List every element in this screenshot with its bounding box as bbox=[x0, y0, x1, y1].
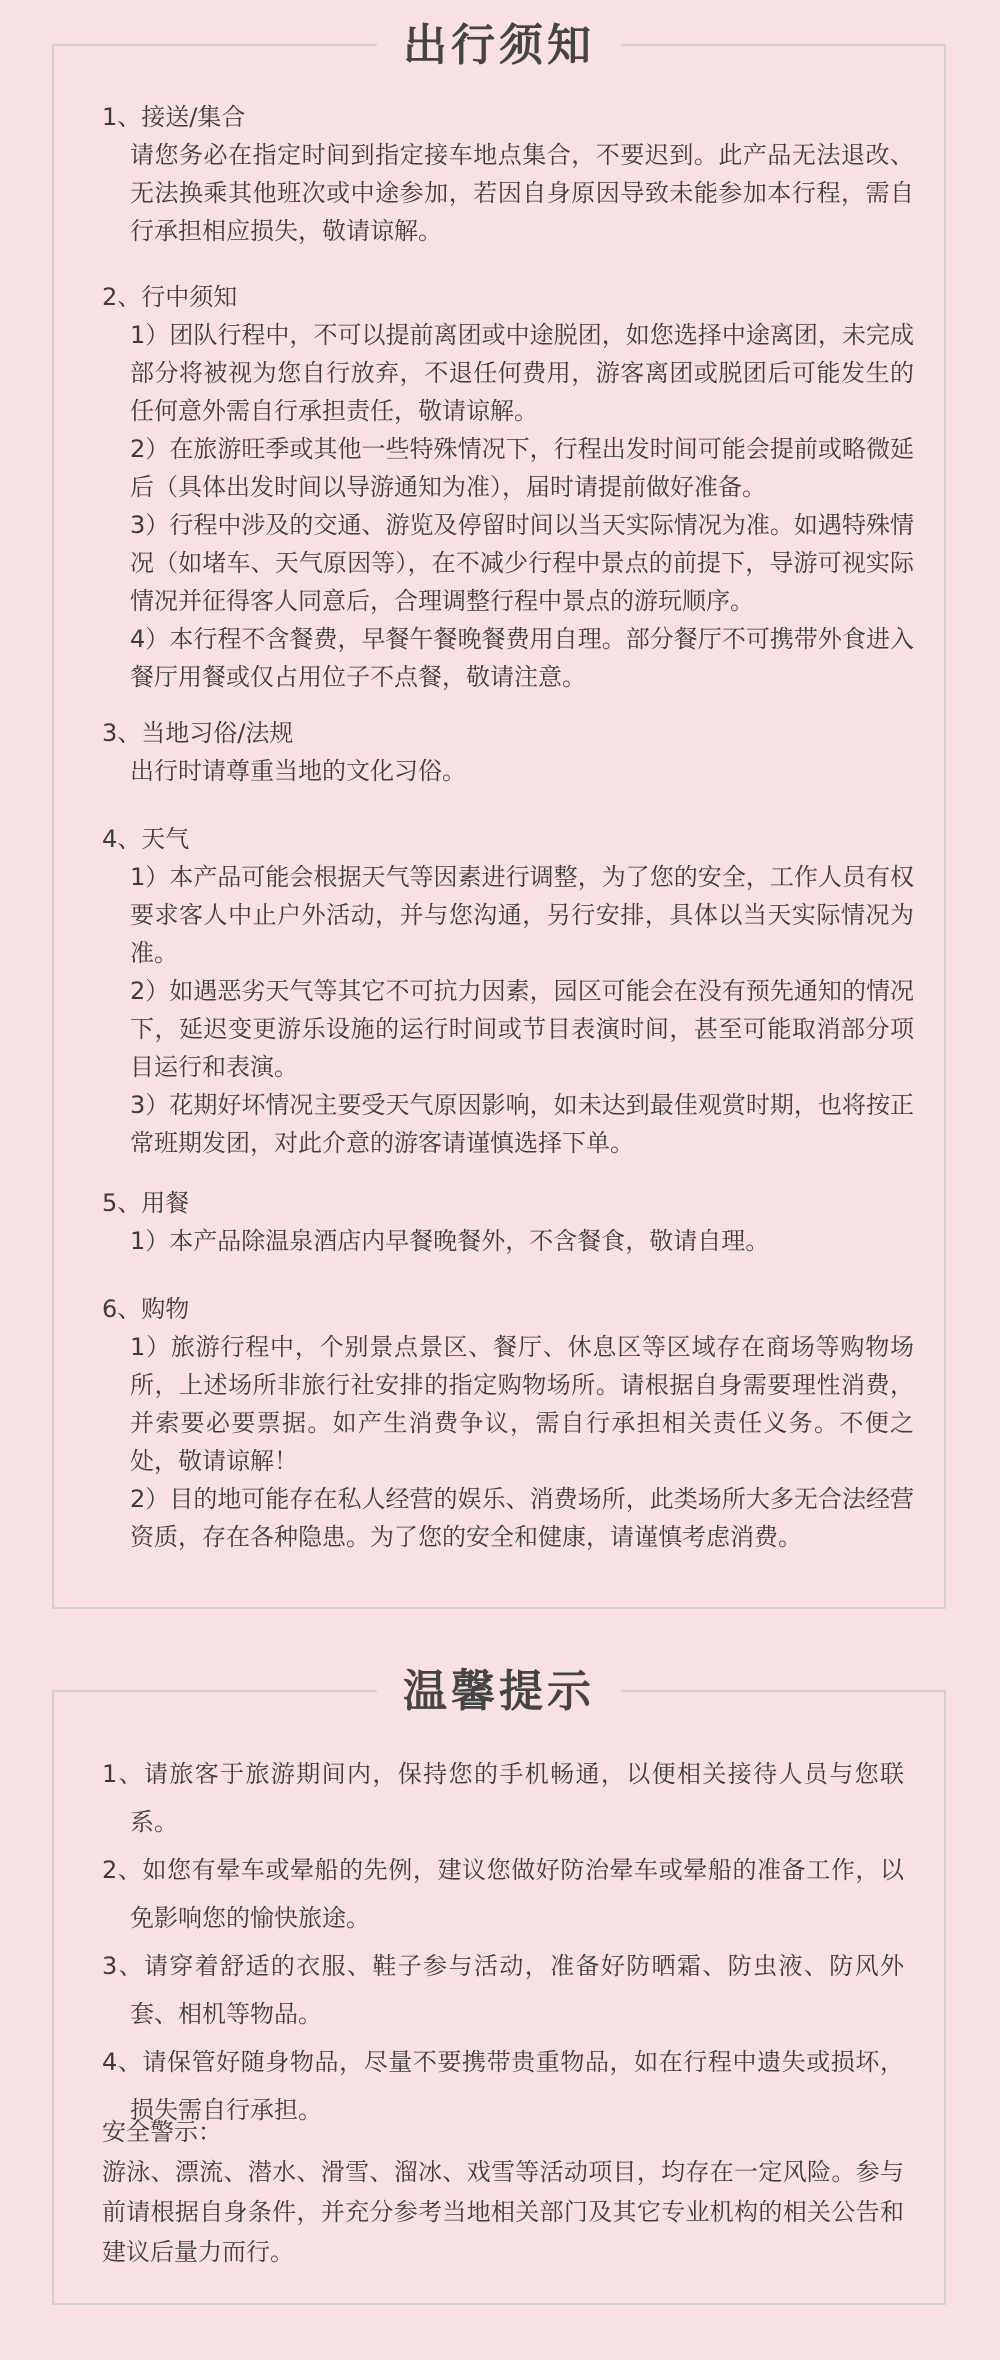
safety-warning-text: 游泳、漂流、潜水、滑雪、溜冰、戏雪等活动项目，均存在一定风险。参与前请根据自身条件，并充分参考当地相关部门及其它专业机构的相关公告和建议后量力而行。 bbox=[102, 2158, 904, 2266]
section-paragraph: 请您务必在指定时间到指定接车地点集合，不要迟到。此产品无法退改、无法换乘其他班次或中途参加，若因自身原因导致未能参加本行程，需自行承担相应损失，敬请谅解。 bbox=[130, 141, 914, 245]
travel-notice-title: 出行须知 bbox=[377, 20, 621, 72]
section-weather bbox=[102, 820, 914, 1162]
safety-warning bbox=[102, 2112, 904, 2272]
section-title: 4、天气 bbox=[102, 825, 190, 853]
section-paragraph: 1）本产品除温泉酒店内早餐晚餐外，不含餐食，敬请自理。 bbox=[130, 1227, 770, 1255]
section-title: 6、购物 bbox=[102, 1295, 190, 1323]
tip-item: 1、请旅客于旅游期间内，保持您的手机畅通，以便相关接待人员与您联系。 bbox=[102, 1760, 904, 1836]
section-title: 2、行中须知 bbox=[102, 283, 238, 311]
section-meals bbox=[102, 1184, 914, 1260]
section-paragraph: 2）如遇恶劣天气等其它不可抗力因素，园区可能会在没有预先通知的情况下，延迟变更游乐设施的运行时间或节目表演时间，甚至可能取消部分项目运行和表演。 bbox=[130, 977, 914, 1081]
warm-tips-title: 温馨提示 bbox=[377, 1666, 621, 1718]
section-title: 5、用餐 bbox=[102, 1189, 190, 1217]
section-paragraph: 1）旅游行程中，个别景点景区、餐厅、休息区等区域存在商场等购物场所，上述场所非旅行社安排的指定购物场所。请根据自身需要理性消费，并索要必要票据。如产生消费争议，需自行承担相关责任义务。不便之处，敬请谅解！ bbox=[130, 1333, 914, 1475]
section-paragraph: 2）在旅游旺季或其他一些特殊情况下，行程出发时间可能会提前或略微延后（具体出发时间以导游通知为准），届时请提前做好准备。 bbox=[130, 435, 914, 501]
section-shopping bbox=[102, 1290, 914, 1556]
tip-item: 3、请穿着舒适的衣服、鞋子参与活动，准备好防晒霜、防虫液、防风外套、相机等物品。 bbox=[102, 1952, 904, 2028]
section-paragraph: 3）行程中涉及的交通、游览及停留时间以当天实际情况为准。如遇特殊情况（如堵车、天气原因等），在不减少行程中景点的前提下，导游可视实际情况并征得客人同意后，合理调整行程中景点的游玩顺序。 bbox=[130, 511, 914, 615]
section-customs bbox=[102, 714, 914, 790]
section-during-trip bbox=[102, 278, 914, 696]
warm-tips-panel bbox=[52, 1666, 946, 2305]
section-paragraph: 2）目的地可能存在私人经营的娱乐、消费场所，此类场所大多无合法经营资质，存在各种隐患。为了您的安全和健康，请谨慎考虑消费。 bbox=[130, 1485, 914, 1551]
section-paragraph: 1）团队行程中，不可以提前离团或中途脱团，如您选择中途离团，未完成部分将被视为您自行放弃，不退任何费用，游客离团或脱团后可能发生的任何意外需自行承担责任，敬请谅解。 bbox=[130, 321, 914, 425]
section-pickup bbox=[102, 98, 914, 250]
section-paragraph: 4）本行程不含餐费，早餐午餐晚餐费用自理。部分餐厅不可携带外食进入餐厅用餐或仅占用位子不点餐，敬请注意。 bbox=[130, 625, 914, 691]
safety-warning-title: 安全警示： bbox=[102, 2118, 222, 2146]
section-title: 1、接送/集合 bbox=[102, 103, 246, 131]
section-paragraph: 1）本产品可能会根据天气等因素进行调整，为了您的安全，工作人员有权要求客人中止户外活动，并与您沟通，另行安排，具体以当天实际情况为准。 bbox=[130, 863, 914, 967]
section-paragraph: 3）花期好坏情况主要受天气原因影响，如未达到最佳观赏时期，也将按正常班期发团，对此介意的游客请谨慎选择下单。 bbox=[130, 1091, 914, 1157]
tips-list bbox=[102, 1750, 904, 2134]
section-title: 3、当地习俗/法规 bbox=[102, 719, 294, 747]
section-paragraph: 出行时请尊重当地的文化习俗。 bbox=[130, 757, 466, 785]
tip-item: 4、请保管好随身物品，尽量不要携带贵重物品，如在行程中遗失或损坏，损失需自行承担。 bbox=[102, 2048, 904, 2124]
tip-item: 2、如您有晕车或晕船的先例，建议您做好防治晕车或晕船的准备工作，以免影响您的愉快旅途。 bbox=[102, 1856, 904, 1932]
travel-notice-panel bbox=[52, 20, 946, 1609]
